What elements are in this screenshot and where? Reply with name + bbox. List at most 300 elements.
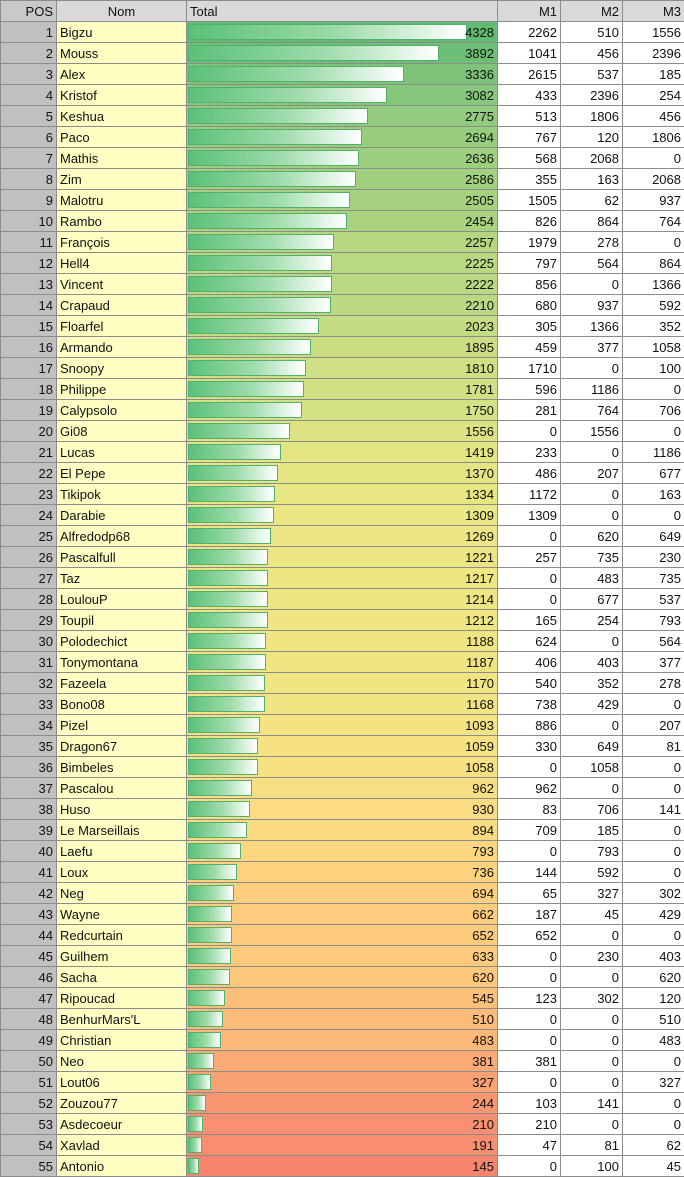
- cell-m3[interactable]: 2068: [623, 169, 684, 190]
- cell-pos[interactable]: 30: [1, 631, 57, 652]
- cell-total[interactable]: [187, 652, 498, 673]
- cell-m1[interactable]: 1309: [498, 505, 561, 526]
- cell-pos[interactable]: 10: [1, 211, 57, 232]
- cell-pos[interactable]: 33: [1, 694, 57, 715]
- cell-m2[interactable]: 141: [561, 1093, 623, 1114]
- cell-total[interactable]: [187, 715, 498, 736]
- cell-m1[interactable]: 1041: [498, 43, 561, 64]
- cell-m1[interactable]: 0: [498, 421, 561, 442]
- cell-m2[interactable]: 1556: [561, 421, 623, 442]
- cell-nom[interactable]: Pascalfull: [57, 547, 187, 568]
- header-m3[interactable]: M3: [623, 1, 684, 22]
- cell-m1[interactable]: 103: [498, 1093, 561, 1114]
- cell-m1[interactable]: 767: [498, 127, 561, 148]
- cell-m2[interactable]: 377: [561, 337, 623, 358]
- cell-m2[interactable]: 0: [561, 1009, 623, 1030]
- cell-total[interactable]: [187, 421, 498, 442]
- cell-pos[interactable]: 34: [1, 715, 57, 736]
- cell-m2[interactable]: 0: [561, 274, 623, 295]
- cell-nom[interactable]: Mathis: [57, 148, 187, 169]
- cell-pos[interactable]: 20: [1, 421, 57, 442]
- cell-total[interactable]: [187, 22, 498, 43]
- cell-nom[interactable]: Lucas: [57, 442, 187, 463]
- cell-total[interactable]: [187, 1051, 498, 1072]
- cell-pos[interactable]: 26: [1, 547, 57, 568]
- cell-total[interactable]: [187, 631, 498, 652]
- cell-pos[interactable]: 2: [1, 43, 57, 64]
- cell-m1[interactable]: 1505: [498, 190, 561, 211]
- cell-m2[interactable]: 1806: [561, 106, 623, 127]
- cell-m1[interactable]: 1172: [498, 484, 561, 505]
- cell-nom[interactable]: Tonymontana: [57, 652, 187, 673]
- cell-nom[interactable]: Le Marseillais: [57, 820, 187, 841]
- cell-pos[interactable]: 47: [1, 988, 57, 1009]
- cell-m3[interactable]: 0: [623, 379, 684, 400]
- cell-m2[interactable]: 564: [561, 253, 623, 274]
- cell-m3[interactable]: 163: [623, 484, 684, 505]
- cell-total[interactable]: [187, 169, 498, 190]
- cell-pos[interactable]: 14: [1, 295, 57, 316]
- cell-m3[interactable]: 1556: [623, 22, 684, 43]
- cell-m1[interactable]: 709: [498, 820, 561, 841]
- cell-m1[interactable]: 257: [498, 547, 561, 568]
- cell-nom[interactable]: BenhurMars'L: [57, 1009, 187, 1030]
- cell-total[interactable]: [187, 274, 498, 295]
- cell-m3[interactable]: 537: [623, 589, 684, 610]
- cell-m3[interactable]: 735: [623, 568, 684, 589]
- cell-m1[interactable]: 406: [498, 652, 561, 673]
- cell-m2[interactable]: 302: [561, 988, 623, 1009]
- cell-m2[interactable]: 0: [561, 715, 623, 736]
- cell-nom[interactable]: Christian: [57, 1030, 187, 1051]
- cell-m2[interactable]: 1366: [561, 316, 623, 337]
- cell-pos[interactable]: 46: [1, 967, 57, 988]
- cell-m3[interactable]: 429: [623, 904, 684, 925]
- cell-m3[interactable]: 0: [623, 820, 684, 841]
- cell-m1[interactable]: 210: [498, 1114, 561, 1135]
- cell-nom[interactable]: Redcurtain: [57, 925, 187, 946]
- cell-total[interactable]: [187, 442, 498, 463]
- cell-m3[interactable]: 120: [623, 988, 684, 1009]
- cell-m3[interactable]: 564: [623, 631, 684, 652]
- cell-nom[interactable]: Alex: [57, 64, 187, 85]
- cell-pos[interactable]: 54: [1, 1135, 57, 1156]
- cell-nom[interactable]: Toupil: [57, 610, 187, 631]
- cell-m1[interactable]: 568: [498, 148, 561, 169]
- cell-m1[interactable]: 0: [498, 841, 561, 862]
- cell-m1[interactable]: 0: [498, 967, 561, 988]
- cell-pos[interactable]: 42: [1, 883, 57, 904]
- cell-total[interactable]: [187, 505, 498, 526]
- cell-m1[interactable]: 305: [498, 316, 561, 337]
- cell-m1[interactable]: 0: [498, 1030, 561, 1051]
- cell-pos[interactable]: 55: [1, 1156, 57, 1177]
- cell-m2[interactable]: 2068: [561, 148, 623, 169]
- cell-m3[interactable]: 302: [623, 883, 684, 904]
- cell-m2[interactable]: 0: [561, 778, 623, 799]
- cell-m3[interactable]: 456: [623, 106, 684, 127]
- cell-m2[interactable]: 185: [561, 820, 623, 841]
- cell-m2[interactable]: 429: [561, 694, 623, 715]
- cell-total[interactable]: [187, 736, 498, 757]
- cell-m2[interactable]: 327: [561, 883, 623, 904]
- cell-total[interactable]: [187, 1093, 498, 1114]
- cell-m3[interactable]: 592: [623, 295, 684, 316]
- cell-pos[interactable]: 50: [1, 1051, 57, 1072]
- cell-total[interactable]: [187, 232, 498, 253]
- cell-nom[interactable]: Xavlad: [57, 1135, 187, 1156]
- cell-m2[interactable]: 1186: [561, 379, 623, 400]
- cell-nom[interactable]: Loux: [57, 862, 187, 883]
- cell-m2[interactable]: 649: [561, 736, 623, 757]
- cell-nom[interactable]: Neg: [57, 883, 187, 904]
- cell-total[interactable]: [187, 337, 498, 358]
- cell-nom[interactable]: Paco: [57, 127, 187, 148]
- cell-m1[interactable]: 0: [498, 526, 561, 547]
- cell-pos[interactable]: 15: [1, 316, 57, 337]
- cell-pos[interactable]: 11: [1, 232, 57, 253]
- cell-m3[interactable]: 937: [623, 190, 684, 211]
- cell-m2[interactable]: 0: [561, 967, 623, 988]
- cell-total[interactable]: [187, 1156, 498, 1177]
- cell-m2[interactable]: 45: [561, 904, 623, 925]
- cell-m2[interactable]: 2396: [561, 85, 623, 106]
- cell-pos[interactable]: 12: [1, 253, 57, 274]
- cell-nom[interactable]: Zouzou77: [57, 1093, 187, 1114]
- cell-m3[interactable]: 1806: [623, 127, 684, 148]
- cell-m3[interactable]: 864: [623, 253, 684, 274]
- cell-pos[interactable]: 29: [1, 610, 57, 631]
- cell-m3[interactable]: 706: [623, 400, 684, 421]
- cell-m1[interactable]: 596: [498, 379, 561, 400]
- cell-total[interactable]: [187, 862, 498, 883]
- cell-nom[interactable]: Floarfel: [57, 316, 187, 337]
- cell-pos[interactable]: 3: [1, 64, 57, 85]
- cell-m3[interactable]: 100: [623, 358, 684, 379]
- cell-pos[interactable]: 9: [1, 190, 57, 211]
- cell-pos[interactable]: 16: [1, 337, 57, 358]
- cell-m1[interactable]: 47: [498, 1135, 561, 1156]
- cell-m3[interactable]: 377: [623, 652, 684, 673]
- cell-total[interactable]: [187, 778, 498, 799]
- cell-pos[interactable]: 52: [1, 1093, 57, 1114]
- cell-m3[interactable]: 0: [623, 778, 684, 799]
- cell-total[interactable]: [187, 1114, 498, 1135]
- cell-m1[interactable]: 652: [498, 925, 561, 946]
- cell-m3[interactable]: 483: [623, 1030, 684, 1051]
- cell-total[interactable]: [187, 925, 498, 946]
- cell-nom[interactable]: Philippe: [57, 379, 187, 400]
- cell-nom[interactable]: LoulouP: [57, 589, 187, 610]
- cell-pos[interactable]: 43: [1, 904, 57, 925]
- cell-m1[interactable]: 1979: [498, 232, 561, 253]
- cell-total[interactable]: [187, 358, 498, 379]
- cell-pos[interactable]: 35: [1, 736, 57, 757]
- cell-m2[interactable]: 120: [561, 127, 623, 148]
- cell-nom[interactable]: Guilhem: [57, 946, 187, 967]
- cell-total[interactable]: [187, 295, 498, 316]
- cell-total[interactable]: [187, 610, 498, 631]
- cell-nom[interactable]: Polodechict: [57, 631, 187, 652]
- cell-m1[interactable]: 540: [498, 673, 561, 694]
- cell-total[interactable]: [187, 841, 498, 862]
- cell-total[interactable]: [187, 904, 498, 925]
- cell-total[interactable]: [187, 757, 498, 778]
- cell-nom[interactable]: Tikipok: [57, 484, 187, 505]
- cell-m3[interactable]: 254: [623, 85, 684, 106]
- cell-m3[interactable]: 207: [623, 715, 684, 736]
- cell-nom[interactable]: Sacha: [57, 967, 187, 988]
- header-total[interactable]: Total: [187, 1, 498, 22]
- cell-m1[interactable]: 187: [498, 904, 561, 925]
- cell-m3[interactable]: 0: [623, 421, 684, 442]
- cell-nom[interactable]: Vincent: [57, 274, 187, 295]
- cell-pos[interactable]: 41: [1, 862, 57, 883]
- cell-pos[interactable]: 18: [1, 379, 57, 400]
- cell-nom[interactable]: Wayne: [57, 904, 187, 925]
- cell-m1[interactable]: 2615: [498, 64, 561, 85]
- cell-m2[interactable]: 864: [561, 211, 623, 232]
- cell-pos[interactable]: 24: [1, 505, 57, 526]
- cell-m2[interactable]: 81: [561, 1135, 623, 1156]
- cell-m3[interactable]: 1058: [623, 337, 684, 358]
- cell-nom[interactable]: Calypsolo: [57, 400, 187, 421]
- cell-pos[interactable]: 51: [1, 1072, 57, 1093]
- cell-m2[interactable]: 483: [561, 568, 623, 589]
- cell-pos[interactable]: 7: [1, 148, 57, 169]
- cell-total[interactable]: [187, 526, 498, 547]
- cell-pos[interactable]: 23: [1, 484, 57, 505]
- cell-m1[interactable]: 738: [498, 694, 561, 715]
- cell-pos[interactable]: 21: [1, 442, 57, 463]
- cell-m3[interactable]: 793: [623, 610, 684, 631]
- cell-total[interactable]: [187, 190, 498, 211]
- cell-m2[interactable]: 163: [561, 169, 623, 190]
- cell-m2[interactable]: 706: [561, 799, 623, 820]
- cell-m2[interactable]: 793: [561, 841, 623, 862]
- cell-nom[interactable]: El Pepe: [57, 463, 187, 484]
- cell-m3[interactable]: 0: [623, 1093, 684, 1114]
- cell-total[interactable]: [187, 127, 498, 148]
- cell-m2[interactable]: 0: [561, 631, 623, 652]
- cell-total[interactable]: [187, 379, 498, 400]
- cell-m3[interactable]: 403: [623, 946, 684, 967]
- cell-nom[interactable]: Huso: [57, 799, 187, 820]
- cell-total[interactable]: [187, 484, 498, 505]
- cell-m2[interactable]: 937: [561, 295, 623, 316]
- cell-m1[interactable]: 0: [498, 946, 561, 967]
- cell-m1[interactable]: 486: [498, 463, 561, 484]
- cell-total[interactable]: [187, 43, 498, 64]
- cell-m1[interactable]: 459: [498, 337, 561, 358]
- cell-m2[interactable]: 0: [561, 925, 623, 946]
- cell-nom[interactable]: Rambo: [57, 211, 187, 232]
- header-m1[interactable]: M1: [498, 1, 561, 22]
- cell-m2[interactable]: 230: [561, 946, 623, 967]
- cell-pos[interactable]: 38: [1, 799, 57, 820]
- cell-m1[interactable]: 797: [498, 253, 561, 274]
- cell-m3[interactable]: 0: [623, 232, 684, 253]
- cell-m2[interactable]: 510: [561, 22, 623, 43]
- cell-m1[interactable]: 0: [498, 757, 561, 778]
- cell-m3[interactable]: 0: [623, 925, 684, 946]
- cell-m3[interactable]: 649: [623, 526, 684, 547]
- cell-m3[interactable]: 510: [623, 1009, 684, 1030]
- cell-nom[interactable]: Asdecoeur: [57, 1114, 187, 1135]
- cell-total[interactable]: [187, 883, 498, 904]
- cell-m3[interactable]: 0: [623, 841, 684, 862]
- cell-m1[interactable]: 2262: [498, 22, 561, 43]
- cell-nom[interactable]: Lout06: [57, 1072, 187, 1093]
- cell-nom[interactable]: Keshua: [57, 106, 187, 127]
- cell-total[interactable]: [187, 589, 498, 610]
- cell-nom[interactable]: Dragon67: [57, 736, 187, 757]
- cell-m3[interactable]: 230: [623, 547, 684, 568]
- cell-m3[interactable]: 81: [623, 736, 684, 757]
- cell-nom[interactable]: Snoopy: [57, 358, 187, 379]
- cell-nom[interactable]: Taz: [57, 568, 187, 589]
- cell-nom[interactable]: François: [57, 232, 187, 253]
- cell-pos[interactable]: 48: [1, 1009, 57, 1030]
- cell-m2[interactable]: 254: [561, 610, 623, 631]
- cell-m1[interactable]: 165: [498, 610, 561, 631]
- cell-m2[interactable]: 592: [561, 862, 623, 883]
- cell-total[interactable]: [187, 799, 498, 820]
- cell-m3[interactable]: 0: [623, 757, 684, 778]
- cell-m1[interactable]: 65: [498, 883, 561, 904]
- cell-m1[interactable]: 355: [498, 169, 561, 190]
- cell-m1[interactable]: 624: [498, 631, 561, 652]
- cell-m1[interactable]: 856: [498, 274, 561, 295]
- cell-pos[interactable]: 27: [1, 568, 57, 589]
- cell-nom[interactable]: Bimbeles: [57, 757, 187, 778]
- cell-nom[interactable]: Ripoucad: [57, 988, 187, 1009]
- cell-total[interactable]: [187, 253, 498, 274]
- cell-m3[interactable]: 0: [623, 148, 684, 169]
- cell-m2[interactable]: 352: [561, 673, 623, 694]
- cell-nom[interactable]: Laefu: [57, 841, 187, 862]
- cell-m1[interactable]: 0: [498, 1072, 561, 1093]
- cell-nom[interactable]: Mouss: [57, 43, 187, 64]
- cell-total[interactable]: [187, 1072, 498, 1093]
- cell-nom[interactable]: Pizel: [57, 715, 187, 736]
- cell-m1[interactable]: 1710: [498, 358, 561, 379]
- cell-nom[interactable]: Darabie: [57, 505, 187, 526]
- cell-pos[interactable]: 32: [1, 673, 57, 694]
- cell-nom[interactable]: Alfredodp68: [57, 526, 187, 547]
- cell-m3[interactable]: 0: [623, 505, 684, 526]
- cell-m2[interactable]: 403: [561, 652, 623, 673]
- cell-nom[interactable]: Zim: [57, 169, 187, 190]
- cell-pos[interactable]: 8: [1, 169, 57, 190]
- cell-m1[interactable]: 233: [498, 442, 561, 463]
- cell-pos[interactable]: 31: [1, 652, 57, 673]
- cell-pos[interactable]: 19: [1, 400, 57, 421]
- cell-pos[interactable]: 17: [1, 358, 57, 379]
- cell-pos[interactable]: 45: [1, 946, 57, 967]
- cell-m1[interactable]: 680: [498, 295, 561, 316]
- cell-pos[interactable]: 53: [1, 1114, 57, 1135]
- cell-pos[interactable]: 13: [1, 274, 57, 295]
- cell-nom[interactable]: Gi08: [57, 421, 187, 442]
- cell-nom[interactable]: Pascalou: [57, 778, 187, 799]
- cell-total[interactable]: [187, 694, 498, 715]
- cell-m1[interactable]: 281: [498, 400, 561, 421]
- cell-m2[interactable]: 0: [561, 1114, 623, 1135]
- cell-total[interactable]: [187, 547, 498, 568]
- cell-m1[interactable]: 123: [498, 988, 561, 1009]
- cell-pos[interactable]: 25: [1, 526, 57, 547]
- cell-m2[interactable]: 0: [561, 1072, 623, 1093]
- cell-nom[interactable]: Fazeela: [57, 673, 187, 694]
- cell-pos[interactable]: 6: [1, 127, 57, 148]
- cell-pos[interactable]: 36: [1, 757, 57, 778]
- cell-m1[interactable]: 886: [498, 715, 561, 736]
- cell-m2[interactable]: 735: [561, 547, 623, 568]
- cell-nom[interactable]: Armando: [57, 337, 187, 358]
- cell-nom[interactable]: Crapaud: [57, 295, 187, 316]
- cell-m1[interactable]: 826: [498, 211, 561, 232]
- cell-m3[interactable]: 0: [623, 1114, 684, 1135]
- cell-pos[interactable]: 4: [1, 85, 57, 106]
- cell-m2[interactable]: 764: [561, 400, 623, 421]
- cell-total[interactable]: [187, 946, 498, 967]
- cell-m2[interactable]: 677: [561, 589, 623, 610]
- cell-nom[interactable]: Hell4: [57, 253, 187, 274]
- cell-total[interactable]: [187, 568, 498, 589]
- cell-total[interactable]: [187, 1030, 498, 1051]
- cell-m2[interactable]: 0: [561, 358, 623, 379]
- cell-nom[interactable]: Kristof: [57, 85, 187, 106]
- cell-nom[interactable]: Neo: [57, 1051, 187, 1072]
- cell-total[interactable]: [187, 820, 498, 841]
- header-m2[interactable]: M2: [561, 1, 623, 22]
- cell-m2[interactable]: 0: [561, 442, 623, 463]
- cell-m3[interactable]: 620: [623, 967, 684, 988]
- cell-total[interactable]: [187, 673, 498, 694]
- cell-total[interactable]: [187, 211, 498, 232]
- cell-pos[interactable]: 37: [1, 778, 57, 799]
- header-nom[interactable]: Nom: [57, 1, 187, 22]
- cell-m2[interactable]: 1058: [561, 757, 623, 778]
- cell-m2[interactable]: 537: [561, 64, 623, 85]
- cell-m1[interactable]: 433: [498, 85, 561, 106]
- cell-m1[interactable]: 330: [498, 736, 561, 757]
- cell-total[interactable]: [187, 64, 498, 85]
- cell-m3[interactable]: 327: [623, 1072, 684, 1093]
- cell-m3[interactable]: 677: [623, 463, 684, 484]
- cell-m2[interactable]: 0: [561, 484, 623, 505]
- cell-nom[interactable]: Malotru: [57, 190, 187, 211]
- header-pos[interactable]: POS: [1, 1, 57, 22]
- cell-pos[interactable]: 49: [1, 1030, 57, 1051]
- cell-m1[interactable]: 144: [498, 862, 561, 883]
- cell-m1[interactable]: 0: [498, 568, 561, 589]
- cell-m1[interactable]: 83: [498, 799, 561, 820]
- cell-nom[interactable]: Bigzu: [57, 22, 187, 43]
- cell-m1[interactable]: 0: [498, 1156, 561, 1177]
- cell-m2[interactable]: 278: [561, 232, 623, 253]
- cell-m1[interactable]: 0: [498, 589, 561, 610]
- cell-m2[interactable]: 62: [561, 190, 623, 211]
- cell-m1[interactable]: 962: [498, 778, 561, 799]
- cell-total[interactable]: [187, 1009, 498, 1030]
- cell-pos[interactable]: 5: [1, 106, 57, 127]
- cell-total[interactable]: [187, 463, 498, 484]
- cell-m2[interactable]: 620: [561, 526, 623, 547]
- cell-pos[interactable]: 1: [1, 22, 57, 43]
- cell-m1[interactable]: 513: [498, 106, 561, 127]
